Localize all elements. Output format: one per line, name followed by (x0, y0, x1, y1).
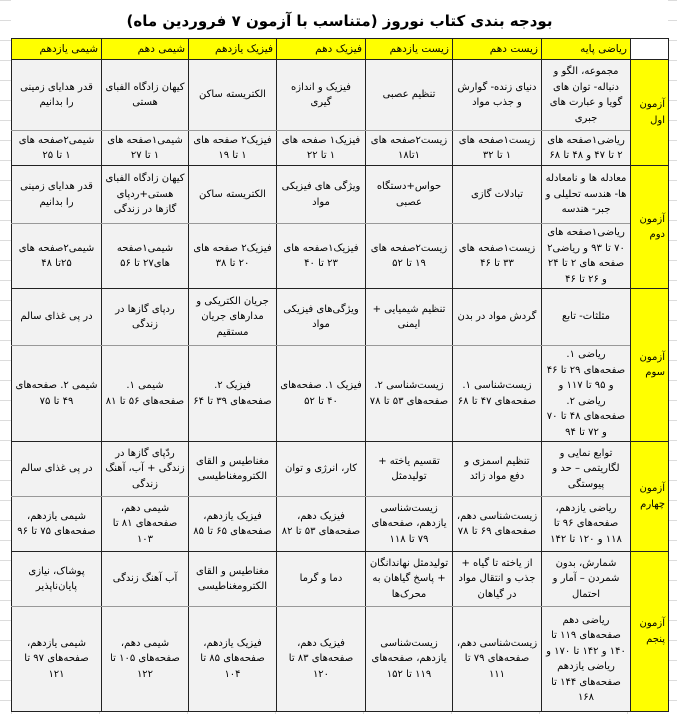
topic-cell[interactable]: الکتریسته ساکن (189, 60, 277, 131)
pages-row (12, 497, 669, 552)
pages-cell[interactable]: زیست‌شناسی ۱. صفحه‌های ۴۷ تا ۶۸ (453, 346, 542, 442)
pages-cell[interactable]: شیمی۲صفحه های ۱ تا ۲۵ (12, 131, 102, 166)
pages-cell[interactable]: فیزیک یازدهم، صفحه‌های ۶۵ تا ۸۵ (189, 497, 277, 552)
topic-cell[interactable]: در پی غذای سالم (12, 442, 102, 497)
topics-row (12, 289, 669, 346)
pages-cell[interactable]: شیمی۲صفحه های ۲۵تا ۴۸ (12, 224, 102, 289)
topic-cell[interactable]: آب آهنگ زندگی (102, 552, 189, 607)
topic-cell[interactable]: مغناطیس و القای الکترومغناطیسی (189, 552, 277, 607)
topic-cell[interactable]: تنظیم عصبی (366, 60, 453, 131)
pages-cell[interactable]: زیست‌شناسی یازدهم، صفحه‌های ۱۱۹ تا ۱۵۲ (366, 607, 453, 712)
pages-cell[interactable]: فیزیک یازدهم، صفحه‌های ۸۵ تا ۱۰۴ (189, 607, 277, 712)
topic-cell[interactable]: تنظیم اسمزی و دفع مواد زائد (453, 442, 542, 497)
pages-row (12, 346, 669, 442)
pages-cell[interactable]: ریاضی۱صفحه های ۷۰ تا ۹۳ و ریاضی۲ صفحه های ۲ تا ۲۴ و ۲۶ تا ۴۶ (542, 224, 631, 289)
topic-cell[interactable]: از یاخته تا گیاه + جذب و انتقال مواد در گیاهان (453, 552, 542, 607)
pages-cell[interactable]: ریاضی۱صفحه های ۲ تا ۴۷ و ۴۸ تا ۶۸ (542, 131, 631, 166)
pages-cell[interactable]: ریاضی یازدهم، صفحه‌های ۹۶ تا ۱۱۸ و ۱۲۰ تا ۱۴۲ (542, 497, 631, 552)
header-cell[interactable]: ریاضی پایه (542, 39, 631, 60)
topic-cell[interactable]: دما و گرما (277, 552, 366, 607)
topic-cell[interactable]: معادله ها و نامعادله ها- هندسه تحلیلی و جبر- هندسه (542, 166, 631, 224)
topic-cell[interactable]: مجموعه، الگو و دنباله- توان های گویا و عبارت های جبری (542, 60, 631, 131)
corner-cell[interactable] (631, 39, 669, 60)
pages-cell[interactable]: زیست‌شناسی یازدهم، صفحه‌های ۷۹ تا ۱۱۸ (366, 497, 453, 552)
topic-cell[interactable]: ویژگی‌های فیزیکی مواد (277, 289, 366, 346)
topic-cell[interactable]: کیهان زادگاه الفبای هستی+ردپای گازها در زندگی (102, 166, 189, 224)
header-cell[interactable]: فیزیک دهم (277, 39, 366, 60)
header-row (12, 39, 669, 60)
pages-cell[interactable]: زیست۲صفحه های ۱۹ تا ۵۲ (366, 224, 453, 289)
topic-cell[interactable]: حواس+دستگاه عصبی (366, 166, 453, 224)
pages-cell[interactable]: فیزیک۱ صفحه های ۱ تا ۲۲ (277, 131, 366, 166)
pages-cell[interactable]: فیزیک۲ صفحه های ۱ تا ۱۹ (189, 131, 277, 166)
topic-cell[interactable]: دنیای زنده- گوارش و جذب مواد (453, 60, 542, 131)
exam-label[interactable]: آزمون پنجم (631, 552, 669, 712)
header-cell[interactable]: زیست دهم (453, 39, 542, 60)
header-cell[interactable]: فیزیک یازدهم (189, 39, 277, 60)
pages-row (12, 224, 669, 289)
topic-cell[interactable]: تنظیم شیمیایی + ایمنی (366, 289, 453, 346)
pages-row (12, 607, 669, 712)
topic-cell[interactable]: شمارش، بدون شمردن – آمار و احتمال (542, 552, 631, 607)
topic-cell[interactable]: فیزیک و اندازه گیری (277, 60, 366, 131)
exam-label[interactable]: آزمون چهارم (631, 442, 669, 552)
pages-cell[interactable]: فیزیک ۲. صفحه‌های ۳۹ تا ۶۴ (189, 346, 277, 442)
pages-cell[interactable]: زیست۲صفحه های ۱تا۱۸ (366, 131, 453, 166)
topic-cell[interactable]: توابع نمایی و لگاریتمی – حد و پیوستگی (542, 442, 631, 497)
exam-label[interactable]: آزمون دوم (631, 166, 669, 289)
header-cell[interactable]: شیمی دهم (102, 39, 189, 60)
pages-cell[interactable]: فیزیک دهم، صفحه‌های ۵۳ تا ۸۲ (277, 497, 366, 552)
pages-cell[interactable]: فیزیک۲ صفحه های ۲۰ تا ۳۸ (189, 224, 277, 289)
pages-cell[interactable]: زیست‌شناسی ۲. صفحه‌های ۵۳ تا ۷۸ (366, 346, 453, 442)
pages-cell[interactable]: شیمی۱صفحه های۲۷ تا ۵۶ (102, 224, 189, 289)
topic-cell[interactable]: ردّپای گازها در زندگی + آب، آهنگ زندگی (102, 442, 189, 497)
header-cell[interactable]: شیمی یازدهم (12, 39, 102, 60)
topic-cell[interactable]: جریان الکتریکی و مدارهای جریان مستقیم (189, 289, 277, 346)
pages-cell[interactable]: زیست۱صفحه های ۱ تا ۳۲ (453, 131, 542, 166)
pages-cell[interactable]: زیست۱صفحه های ۳۳ تا ۴۶ (453, 224, 542, 289)
topic-cell[interactable]: قدر هدایای زمینی را بدانیم (12, 60, 102, 131)
pages-cell[interactable]: فیزیک ۱. صفحه‌های ۴۰ تا ۵۲ (277, 346, 366, 442)
topics-row (12, 442, 669, 497)
sheet-title: بودجه بندی کتاب نوروز (متناسب با آزمون ۷ فروردین ماه) (11, 0, 668, 38)
pages-cell[interactable]: شیمی یازدهم، صفحه‌های ۷۵ تا ۹۶ (12, 497, 102, 552)
topics-row (12, 60, 669, 131)
pages-cell[interactable]: شیمی یازدهم، صفحه‌های ۹۷ تا ۱۲۱ (12, 607, 102, 712)
topic-cell[interactable]: گردش مواد در بدن (453, 289, 542, 346)
topic-cell[interactable]: الکتریسته ساکن (189, 166, 277, 224)
topic-cell[interactable]: تبادلات گازی (453, 166, 542, 224)
topic-cell[interactable]: کار، انرژی و توان (277, 442, 366, 497)
topic-cell[interactable]: قدر هدایای زمینی را بدانیم (12, 166, 102, 224)
exam-label[interactable]: آزمون اول (631, 60, 669, 166)
header-cell[interactable]: زیست یازدهم (366, 39, 453, 60)
pages-cell[interactable]: شیمی ۱. صفحه‌های ۵۶ تا ۸۱ (102, 346, 189, 442)
pages-cell[interactable]: ریاضی دهم صفحه‌های ۱۱۹ تا ۱۴۰ و ۱۴۲ تا ۱۷۰ و ریاضی یازدهم صفحه‌های ۱۴۴ تا ۱۶۸ (542, 607, 631, 712)
pages-cell[interactable]: فیزیک۱صفحه های ۲۳ تا ۴۰ (277, 224, 366, 289)
pages-cell[interactable]: زیست‌شناسی دهم، صفحه‌های ۷۹ تا ۱۱۱ (453, 607, 542, 712)
pages-cell[interactable]: شیمی دهم، صفحه‌های ۸۱ تا ۱۰۳ (102, 497, 189, 552)
topic-cell[interactable]: تقسیم یاخته + تولیدمثل (366, 442, 453, 497)
pages-cell[interactable]: شیمی۱صفحه های ۱ تا ۲۷ (102, 131, 189, 166)
pages-cell[interactable]: شیمی ۲. صفحه‌های ۴۹ تا ۷۵ (12, 346, 102, 442)
topic-cell[interactable]: ردپای گازها در زندگی (102, 289, 189, 346)
pages-cell[interactable]: ریاضی ۱. صفحه‌های ۲۹ تا ۴۶ و ۹۵ تا ۱۱۷ و ریاضی ۲. صفحه‌های ۴۸ تا ۷۰ و ۷۲ تا ۹۴ (542, 346, 631, 442)
exam-label[interactable]: آزمون سوم (631, 289, 669, 442)
topic-cell[interactable]: تولیدمثل نهاندانگان + پاسخ گیاهان به محرک‌ها (366, 552, 453, 607)
topic-cell[interactable]: کیهان زادگاه الفبای هستی (102, 60, 189, 131)
pages-cell[interactable]: شیمی دهم، صفحه‌های ۱۰۵ تا ۱۲۲ (102, 607, 189, 712)
topic-cell[interactable]: در پی غذای سالم (12, 289, 102, 346)
topics-row (12, 166, 669, 224)
topic-cell[interactable]: پوشاک، نیازی پایان‌ناپذیر (12, 552, 102, 607)
pages-cell[interactable]: زیست‌شناسی دهم، صفحه‌های ۶۹ تا ۷۸ (453, 497, 542, 552)
pages-row (12, 131, 669, 166)
budget-table (11, 38, 669, 712)
pages-cell[interactable]: فیزیک دهم، صفحه‌های ۸۳ تا ۱۲۰ (277, 607, 366, 712)
topic-cell[interactable]: ویژگی های فیزیکی مواد (277, 166, 366, 224)
topics-row (12, 552, 669, 607)
topic-cell[interactable]: مغناطیس و القای الکترومغناطیسی (189, 442, 277, 497)
topic-cell[interactable]: مثلثات- تابع (542, 289, 631, 346)
